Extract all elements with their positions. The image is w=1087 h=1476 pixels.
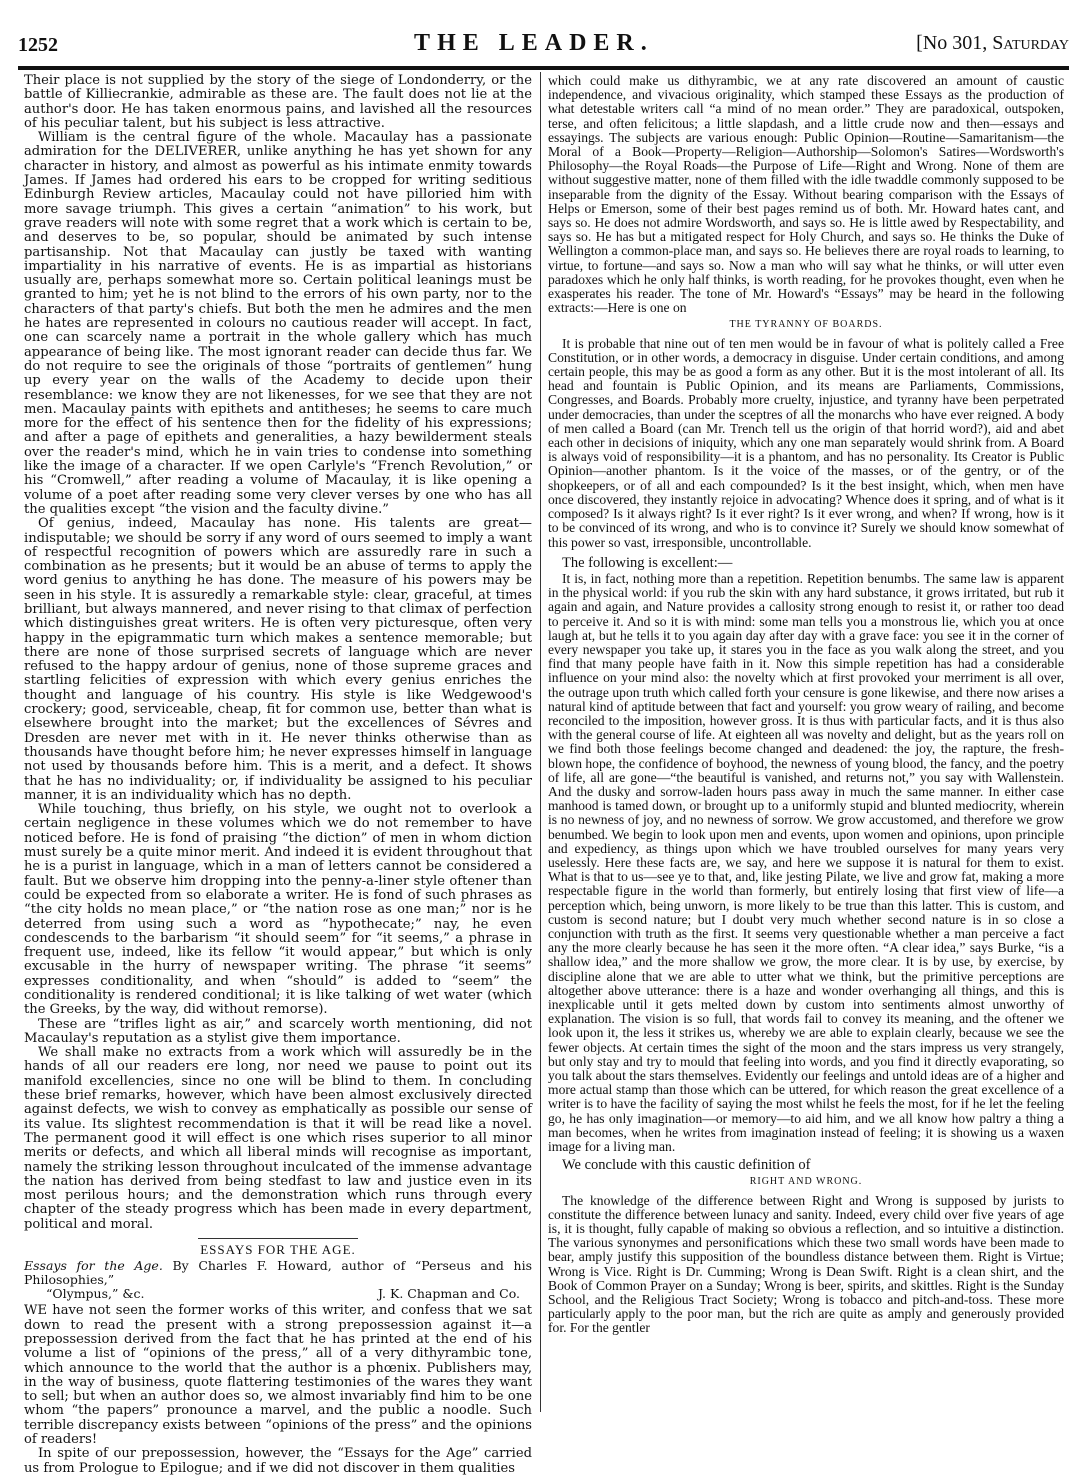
book-byline: By Charles F. Howard, author of “Perseus and his Philosophies,” <box>24 1258 532 1288</box>
extract-heading: RIGHT AND WRONG. <box>749 1176 863 1188</box>
extract-paragraph: It is probable that nine out of ten men would be in favour of what is politely called a Free Constitution, or in other words, a democracy in disguise. Under certain conditions, and among certain people, this may be as good a form as any other. But it is the most intolerant of all. Its head and fountain is Public Opinion, and its means are Parliaments, Commissions, Congresses, and Boards. Probably more cruelty, injustice, and tyranny have been perpetrated under democracies, than under the sceptres of all the monarchs who have ever reigned. A body of men called a Board (can Mr. Trench tell us the origin of that horrid word?), aid and abet each other in decisions of iniquity, which any one man separately would shrink from. A Board is always void of responsibility—it is a phantom, and has no personality. Its Creator is Public Opinion—another phantom. Is it the voice of the masses, or of the gentry, or of the shopkeepers, or of all and each compounded? Is it the best insight, which, when men have once discovered, they instantly rejoice in advocating? Whence does it spring, and of what is it composed? Is it always right? Is it ever right? Is it ever wrong, and when? If wrong, how is it to be convinced of its wrong, and who is to convince it? Surely we should know somewhat of this power so vast, irresponsible, uncontrollable. <box>548 335 1064 550</box>
paragraph: Of genius, indeed, Macaulay has none. His talents are great—indisputable; we should be sorry if any word of ours seemed to imply a want of respectful recognition of powers which are assuredly rare in such a combination as he presents; but it would be an abuse of terms to apply the word genius to anything he has done. The measure of his powers may be seen in his style. It is assuredly a remarkable style: clear, graceful, at times brilliant, but always mannered, and never rising to that climax of perfection which distinguishes great writers. He is often very picturesque, often very happy in the epigrammatic turn which makes a sentence memorable; but there are none of those surprised secrets of language which are never refused to the happy ardour of genius, none of those supreme graces and startling felicities of expression with which every genius enriches the thought and language of his country. His style is like Wedgewood's crockery; good, serviceable, cheap, fit for common use, better than what is elsewhere brought into the market; but the excellences of Sévres and Dresden are never met with in it. He never thinks otherwise than as thousands have thought before him; he never expresses himself in language not used by thousands before him. This is a merit, and a defect. It shows that he has no individuality; or, if individuality be assigned to his peculiar manner, it is an individuality which has no depth. <box>24 516 532 803</box>
paragraph: These are “trifles light as air,” and scarcely worth mentioning, did not Macaulay's reputation as a stylist give them importance. <box>24 1016 532 1046</box>
left-column <box>24 74 532 1476</box>
extract-heading: THE TYRANNY OF BOARDS. <box>729 319 883 331</box>
masthead-rule <box>18 66 1069 70</box>
column-divider <box>540 72 541 1412</box>
extract-paragraph: The knowledge of the difference between Right and Wrong is supposed by jurists to constitute the difference between lunacy and sanity. Indeed, every child over five years of age is, it is thought, fully capable of making so obvious a reflection, and so intuitive a distinction. The various synonymes and personifications which these two small words have been made to bear, amply justify this supposition of the boundless distance between them. Right is Virtue; Wrong is Vice. Right is Dr. Cumming; Wrong is Dean Swift. Right is a clean shirt, and the Book of Common Prayer on a Sunday; Wrong is beer, spirits, and skittles. Right is the Sunday School, and the Religious Tract Society; Wrong is tobacco and pitch-and-toss. These more particularly apply to the poor man, but the rich are quite as amply and generously provided for. For the gentler <box>548 1192 1064 1336</box>
publisher: J. K. Chapman and Co. <box>378 1286 520 1302</box>
issue-label <box>916 32 1069 55</box>
extract-paragraph: It is, in fact, nothing more than a repetition. Repetition benumbs. The same law is apparent in the physical world: if you rub the skin with any hard substance, it grows irritated, but rub it again and again, and Nature provides a callosity strong enough to resist it, or rather too dead to perceive it. And so it is with mind: some man tells you a monstrous lie, which you at once laugh at, but he tells it to you again day after day with a grave face: you see it in the corner of every newspaper you take up, it stares you in the face as you walk along the street, and you find that many people have faith in it. Now this simple repetition has had a considerable influence on your mind also: the novelty which at first provoked your merriment is all over, the outrage upon truth which called forth your censure is gone likewise, and there now arises a natural kind of aptitude between that fact and yourself: you grow weary of railing, and become reconciled to the imposition, however gross. It is thus with particular facts, and it is thus also with the general course of life. At eighteen all was novelty and delight, but as the years roll on we find both those feelings become changed and deadened: the joy, the rapture, the fresh-blown hope, the confidence of boyhood, the newness of young blood, the fancy, and the poetry of life, all are gone—“the beautiful is vanished, and returns not,” you say with Wallenstein. And the dusky and sorrow-laden hours pass away in much the same manner. In either case manhood is tamed down, or brought up to a uniformly stupid and blunted mediocrity, wherein is no newness of joy, and no newness of sorrow. We grow accustomed, and therefore we grow benumbed. We begin to look upon men and events, upon women and opinions, upon principle and expediency, as things upon which we have troubled ourselves for many years very uselessly. Here these facts are, we say, and here we suppose it is natural for them to exist. What is that to us—see ye to that, and, like jesting Pilate, we live and grow fat, making a more respectable figure in the world than formerly, but entirely losing that first view of life—a perception which, being unworn, is more likely to be true than this latter. This is custom, and custom is second nature; but I doubt very much whether second nature is in so close a conjunction with truth as the first. It seems very questionable whether a man perceive a fact any the more clearly because he has seen it the more often. “A clear idea,” says Burke, “is a shallow idea,” and the more shallow we grow, the more clear. It is by use, by exercise, by discipline alone that we are able to utter what we think, but the primitive perceptions are altogether above utterance: there is a haze and wonder overhanging all things, and this is inexplicable until it gets melted down by custom into sentiments almost unworthy of explanation. The vision is so full, that words fail to convey its meaning, and the oftener we look upon it, the less it strikes us, whereby we are able to explain clearly, because we see the fewer objects. At certain times the sight of the moon and the stars impress us very strangely, but only stay and try to mould that feeling into words, and you find it directly evaporating, so you talk about the stars themselves. Evidently our feelings and untold ideas are of a higher and more actual stamp than those which can be uttered, for which reason the great excellence of a writer is to have the facility of saying the most whilst he feels the most, for if he let the feeling go, he has only imagination—or memory—to aid him, and we all know how paltry a thing a man becomes, when he writes from imagination instead of feeling; it is showing us a waxen image for a living man. <box>548 570 1064 1155</box>
paragraph: WE have not seen the former works of this writer, and confess that we sat down to read the present with a strong prepossession against it—a prepossession derived from the fact that he has printed at the end of his volume a list of “opinions of the press,” all of a very dithyrambic tone, which announce to the world that the author is a phœnix. Publishers may, in the way of business, quote flattering testimonies of the wares they want to sell; but when an author does so, we almost invariably find him to be one whom “the papers” pronounce a marvel, and the public a noodle. Such terrible discrepancy exists between “opinions of the press” and the opinions of readers! <box>24 1303 532 1448</box>
book-reference <box>24 1259 532 1301</box>
paragraph: William is the central figure of the whole. Macaulay has a passionate admiration for the DELIVERER, unlike anything he has yet shown for any character in history, and almost as powerful as his intimate enmity towards James. If James had ordered his ears to be cropped for writing seditious Edinburgh Review articles, Macaulay could not have pilloried him with more savage triumph. This gives a certain “animation” to his work, but grave readers will note with some regret that a work which is certain to be, and deserves to be, so popular, should be animated by such intense partisanship. Not that Macaulay can justly be taxed with wanting impartiality in his narrative of events. He is as impartial as historians usually are, perhaps somewhat more so. Certain political leanings must be granted to him; yet he is not blind to the errors of his own party, nor to the characters of that party's chiefs. But both the men he admires and the men he hates are represented in colours no cautious reader will accept. In fact, one can scarcely name a portrait in the whole gallery which has much appearance of being like. The most ignorant reader can decide thus far. We do not require to see the originals of those “portraits of gentlemen” hung up every year on the walls of the Academy to decide upon their resemblance: we know they are not likenesses, for we see that they are not men. Macaulay paints with epithets and antitheses; he seems to care much more for the effect of his sentence then for the fidelity of his expressions; and after a page of epithets and generalities, a hazy bewilderment steals over the reader's mind, which he in vain tries to condense into something like the image of a character. If we open Carlyle's “French Revolution,” or his “Cromwell,” after reading a volume of Macaulay, it is like opening a volume of a poet after reading some very clever verses by one who has all the qualities except “the vision and the faculty divine.” <box>24 130 532 517</box>
paragraph: While touching, thus briefly, on his style, we ought not to overlook a certain negligence in these volumes which we do not remember to have noticed before. He is fond of praising “the diction” of men in whom diction must surely be a quite minor merit. And indeed it is evident throughout that he is a purist in language, which in a man of letters cannot be considered a fault. But we observe him dropping into the penny-a-liner style oftener than could be expected from so elaborate a writer. He is fond of such phrases as “the city holds no mean place,” or “the nation rose as one man;” nor is he deterred from using such a word as “hypothecate;” nay, he even condescends to the barbarism “it should seem” for “it seems,” a phrase in frequent use, indeed, like its fellow “it would appear,” but which is only excusable in the hurry of newspaper writing. The phrase “it seems” expresses conditionality, and when “should” is added to “seem” the conditionality is rendered conditional; it is like talking of wet water (which the Greeks, by the way, did without remorse). <box>24 802 532 1018</box>
paragraph: In spite of our prepossession, however, the “Essays for the Age” carried us from Prologue to Epilogue; and if we did not discover in them qualities <box>24 1446 532 1476</box>
paragraph: We shall make no extracts from a work which will assuredly be in the hands of all our readers ere long, nor need we pause to point out its manifold excellencies, since no one will be blind to them. In concluding these brief remarks, however, which have been almost exclusively directed against defects, we wish to convey as emphatically as possible our sense of its value. Its slightest recommendation is that it will be read like a novel. The permanent good it will effect is one which rises superior to all minor merits or defects, and which all liberal minds will recognise as important, namely the striking lesson throughout inculcated of the immense advantage the nation has derived from being stedfast to law and justice even in its most perilous hours; and the demonstration which runs through every chapter of the steady progress which has been made in every department, political and moral. <box>24 1045 532 1232</box>
newspaper-title: THE LEADER. <box>414 30 654 56</box>
issue-day: Saturday <box>992 32 1069 54</box>
book-byline-cont: “Olympus,” &c. <box>46 1286 145 1302</box>
page-number: 1252 <box>18 34 58 56</box>
paragraph: which could make us dithyrambic, we at any rate discovered an amount of caustic independence, and vivacious originality, which stamped these Essays as the production of what detestable writers call “a mind of no mean order.” They are paradoxical, outspoken, terse, and often felicitous; a little slapdash, and a little crude now and then—essays and essayings. The subjects are various enough: Public Opinion—Routine—Samaritanism—the Moral of a Book—Property—Religion—Authorship—Solomon's Satires—Wordsworth's Philosophy—the Royal Roads—the Purpose of Life—Right and Wrong. None of them are without suggestive matter, none of them filled with the idle twaddle commonly supposed to be inseparable from the dignity of the Essay. Without bearing comparison with the Essays of Helps or Emerson, some of their best pages remind us of both. Mr. Howard hates cant, and says so. He does not admire Wordsworth, and says so. He is little awed by Respectability, and says so. He has but a mitigated respect for Holy Church, and says so. He thinks the Duke of Wellington a common-place man, and says so. He believes there are royal roads to learning, to virtue, to fortune—and says so. Now a man who will say what he thinks, or will utter even paradoxes which he only half thinks, is worth reading, for he provokes thought, even when he exasperates his reader. The tone of Mr. Howard's “Essays” may be heard in the following extracts:—Here is one on <box>548 73 1064 316</box>
section-divider <box>198 1238 358 1239</box>
book-title: Essays for the Age. <box>24 1258 163 1274</box>
right-column <box>548 74 1064 1336</box>
paragraph: Their place is not supplied by the story of the siege of Londonderry, or the battle of Killiecrankie, admirable as these are. The fault does not lie at the author's door. He has taken enormous pains, and lavished all the resources of his peculiar talent, but his subject is less attractive. <box>24 73 532 131</box>
paragraph: The following is excellent:— <box>562 554 733 571</box>
paragraph: We conclude with this caustic definition of <box>562 1157 811 1174</box>
section-heading: ESSAYS FOR THE AGE. <box>200 1242 356 1258</box>
issue-number: [No 301, <box>916 32 993 54</box>
